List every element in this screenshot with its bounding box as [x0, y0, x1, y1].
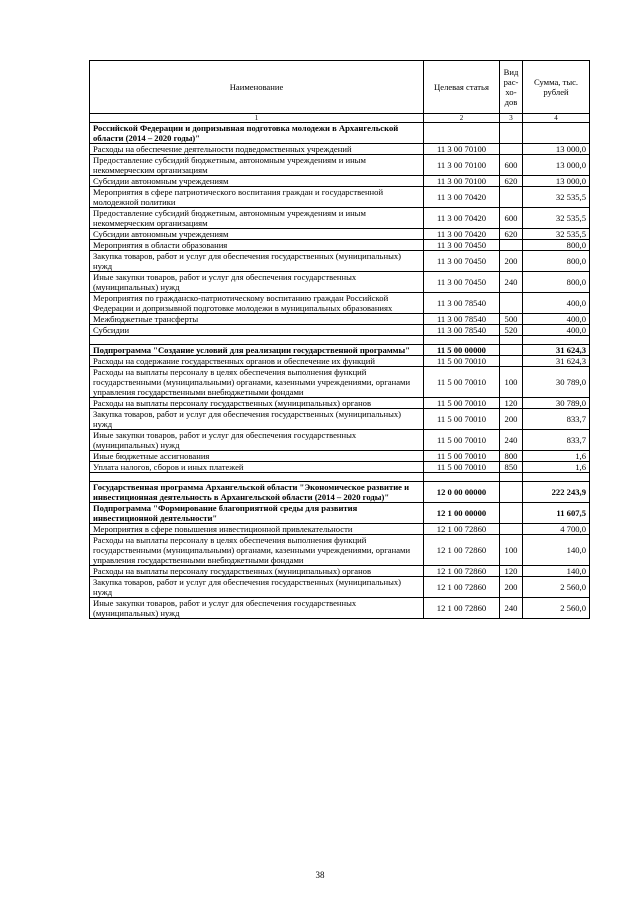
table-row [90, 409, 590, 430]
cell-sum: 400,0 [523, 325, 590, 336]
spacer-cell [500, 336, 523, 345]
cell-name: Предоставление субсидий бюджетным, автономным учреждениям и иным некоммерческим организациям [90, 155, 424, 176]
spacer-cell [90, 473, 424, 482]
cell-code: 11 3 00 70420 [424, 187, 500, 208]
cell-type: 120 [500, 566, 523, 577]
header-row [90, 61, 590, 114]
table-row [90, 524, 590, 535]
spacer-cell [90, 336, 424, 345]
cell-type [500, 482, 523, 503]
cell-sum: 13 000,0 [523, 144, 590, 155]
cell-code: 11 3 00 78540 [424, 293, 500, 314]
cell-sum: 31 624,3 [523, 356, 590, 367]
cell-type [500, 293, 523, 314]
cell-sum: 30 789,0 [523, 398, 590, 409]
cell-name: Уплата налогов, сборов и иных платежей [90, 462, 424, 473]
column-number: 4 [523, 114, 590, 123]
cell-sum: 1,6 [523, 451, 590, 462]
cell-name: Расходы на выплаты персоналу в целях обеспечения выполнения функций государственными (муниципальными) органами, казенными учреждениями, органами управления государственными внебюджетными фондами [90, 367, 424, 398]
cell-name: Мероприятия в области образования [90, 240, 424, 251]
cell-code: 11 3 00 70100 [424, 176, 500, 187]
cell-code: 11 3 00 70420 [424, 208, 500, 229]
cell-code: 11 5 00 70010 [424, 462, 500, 473]
cell-code: 11 5 00 70010 [424, 430, 500, 451]
cell-type [500, 240, 523, 251]
cell-sum: 833,7 [523, 409, 590, 430]
cell-code: 11 3 00 70450 [424, 240, 500, 251]
cell-name: Расходы на выплаты персоналу в целях обеспечения выполнения функций государственными (муниципальными) органами, казенными учреждениями, органами управления государственными внебюджетными фондами [90, 535, 424, 566]
budget-table [89, 60, 590, 619]
cell-sum: 11 607,5 [523, 503, 590, 524]
table-row [90, 229, 590, 240]
table-body [90, 123, 590, 619]
cell-code: 11 5 00 70010 [424, 367, 500, 398]
cell-name: Закупка товаров, работ и услуг для обеспечения государственных (муниципальных) нужд [90, 577, 424, 598]
cell-sum: 31 624,3 [523, 345, 590, 356]
cell-code: 11 5 00 70010 [424, 398, 500, 409]
cell-sum: 400,0 [523, 314, 590, 325]
cell-type: 520 [500, 325, 523, 336]
cell-name: Расходы на выплаты персоналу государственных (муниципальных) органов [90, 566, 424, 577]
cell-code: 11 5 00 70010 [424, 409, 500, 430]
cell-type [500, 144, 523, 155]
table-row [90, 251, 590, 272]
cell-name: Иные закупки товаров, работ и услуг для обеспечения государственных (муниципальных) нужд [90, 598, 424, 619]
cell-code: 11 3 00 78540 [424, 325, 500, 336]
cell-sum: 1,6 [523, 462, 590, 473]
cell-type: 200 [500, 251, 523, 272]
cell-code: 11 3 00 70450 [424, 272, 500, 293]
cell-sum: 222 243,9 [523, 482, 590, 503]
cell-code: 12 0 00 00000 [424, 482, 500, 503]
table-row [90, 325, 590, 336]
table-row [90, 144, 590, 155]
cell-sum: 800,0 [523, 251, 590, 272]
table-row [90, 356, 590, 367]
cell-type: 120 [500, 398, 523, 409]
header-sum: Сумма, тыс. рублей [523, 61, 590, 114]
cell-code: 11 3 00 70100 [424, 144, 500, 155]
cell-code: 11 5 00 70010 [424, 451, 500, 462]
cell-type [500, 356, 523, 367]
cell-name: Субсидии автономным учреждениям [90, 176, 424, 187]
cell-name: Закупка товаров, работ и услуг для обеспечения государственных (муниципальных) нужд [90, 409, 424, 430]
cell-name: Мероприятия по гражданско-патриотическому воспитанию граждан Российской Федерации и допризывной подготовке молодежи в муниципальных образованиях [90, 293, 424, 314]
cell-code: 11 5 00 00000 [424, 345, 500, 356]
cell-type: 620 [500, 176, 523, 187]
cell-name: Межбюджетные трансферты [90, 314, 424, 325]
cell-name: Субсидии автономным учреждениям [90, 229, 424, 240]
cell-type [500, 345, 523, 356]
table-row [90, 398, 590, 409]
cell-sum: 13 000,0 [523, 176, 590, 187]
cell-sum: 140,0 [523, 566, 590, 577]
cell-sum: 4 700,0 [523, 524, 590, 535]
column-number: 3 [500, 114, 523, 123]
cell-sum: 30 789,0 [523, 367, 590, 398]
cell-type: 600 [500, 155, 523, 176]
cell-type [500, 503, 523, 524]
cell-name: Субсидии [90, 325, 424, 336]
table-row [90, 345, 590, 356]
header-type-line: дов [504, 97, 518, 107]
cell-code: 12 1 00 72860 [424, 566, 500, 577]
cell-type: 240 [500, 598, 523, 619]
table-row [90, 187, 590, 208]
cell-code: 11 5 00 70010 [424, 356, 500, 367]
table-row [90, 482, 590, 503]
table-row [90, 577, 590, 598]
table-row [90, 208, 590, 229]
cell-code [424, 123, 500, 144]
table-row [90, 367, 590, 398]
table-row [90, 176, 590, 187]
table-row [90, 272, 590, 293]
cell-name: Закупка товаров, работ и услуг для обеспечения государственных (муниципальных) нужд [90, 251, 424, 272]
header-code: Целевая статья [424, 61, 500, 114]
spacer-cell [523, 473, 590, 482]
table-row [90, 123, 590, 144]
table-row [90, 566, 590, 577]
cell-type: 800 [500, 451, 523, 462]
table-row [90, 430, 590, 451]
column-number: 1 [90, 114, 424, 123]
cell-sum: 32 535,5 [523, 229, 590, 240]
spacer-cell [523, 336, 590, 345]
table-row [90, 155, 590, 176]
column-number-row [90, 114, 590, 123]
cell-sum: 800,0 [523, 272, 590, 293]
cell-name: Иные закупки товаров, работ и услуг для обеспечения государственных (муниципальных) нужд [90, 272, 424, 293]
header-type-line: Вид [503, 67, 519, 77]
table-row [90, 462, 590, 473]
header-type [500, 61, 523, 114]
cell-code: 12 1 00 72860 [424, 598, 500, 619]
cell-code: 12 1 00 72860 [424, 535, 500, 566]
cell-name: Подпрограмма "Формирование благоприятной среды для развития инвестиционной деятельности" [90, 503, 424, 524]
cell-code: 12 1 00 72860 [424, 577, 500, 598]
table-row [90, 314, 590, 325]
cell-type: 240 [500, 272, 523, 293]
cell-type: 600 [500, 208, 523, 229]
cell-sum: 2 560,0 [523, 577, 590, 598]
cell-code: 11 3 00 70420 [424, 229, 500, 240]
cell-type: 200 [500, 409, 523, 430]
cell-sum: 32 535,5 [523, 187, 590, 208]
cell-sum: 32 535,5 [523, 208, 590, 229]
cell-sum: 13 000,0 [523, 155, 590, 176]
cell-type [500, 123, 523, 144]
cell-type [500, 524, 523, 535]
cell-name: Иные бюджетные ассигнования [90, 451, 424, 462]
page-number: 38 [315, 870, 325, 880]
cell-code: 11 3 00 70100 [424, 155, 500, 176]
cell-type: 100 [500, 367, 523, 398]
cell-type [500, 187, 523, 208]
cell-name: Мероприятия в сфере патриотического воспитания граждан и государственной молодежной политики [90, 187, 424, 208]
cell-name: Государственная программа Архангельской области "Экономическое развитие и инвестиционная деятельность в Архангельской области (2014 – 2020 годы)" [90, 482, 424, 503]
cell-name: Мероприятия в сфере повышения инвестиционной привлекательности [90, 524, 424, 535]
table-row [90, 598, 590, 619]
header-name: Наименование [90, 61, 424, 114]
table-row [90, 293, 590, 314]
cell-code: 12 1 00 72860 [424, 524, 500, 535]
cell-type: 100 [500, 535, 523, 566]
cell-code: 11 3 00 78540 [424, 314, 500, 325]
column-number: 2 [424, 114, 500, 123]
cell-name: Расходы на выплаты персоналу государственных (муниципальных) органов [90, 398, 424, 409]
cell-name: Иные закупки товаров, работ и услуг для обеспечения государственных (муниципальных) нужд [90, 430, 424, 451]
cell-sum: 2 560,0 [523, 598, 590, 619]
cell-type: 200 [500, 577, 523, 598]
spacer-cell [500, 473, 523, 482]
cell-sum [523, 123, 590, 144]
cell-sum: 833,7 [523, 430, 590, 451]
cell-name: Российской Федерации и допризывная подготовка молодежи в Архангельской области (2014 – 2020 годы)" [90, 123, 424, 144]
cell-code: 11 3 00 70450 [424, 251, 500, 272]
cell-type: 620 [500, 229, 523, 240]
spacer-row [90, 336, 590, 345]
cell-name: Расходы на обеспечение деятельности подведомственных учреждений [90, 144, 424, 155]
table-row [90, 535, 590, 566]
spacer-row [90, 473, 590, 482]
cell-name: Подпрограмма "Создание условий для реализации государственной программы" [90, 345, 424, 356]
table-row [90, 503, 590, 524]
cell-type: 240 [500, 430, 523, 451]
cell-sum: 140,0 [523, 535, 590, 566]
table-row [90, 451, 590, 462]
cell-name: Расходы на содержание государственных органов и обеспечение их функций [90, 356, 424, 367]
table-row [90, 240, 590, 251]
cell-type: 500 [500, 314, 523, 325]
spacer-cell [424, 473, 500, 482]
cell-sum: 400,0 [523, 293, 590, 314]
cell-code: 12 1 00 00000 [424, 503, 500, 524]
cell-sum: 800,0 [523, 240, 590, 251]
cell-type: 850 [500, 462, 523, 473]
header-type-line: рас- [503, 77, 519, 87]
spacer-cell [424, 336, 500, 345]
cell-name: Предоставление субсидий бюджетным, автономным учреждениям и иным некоммерческим организациям [90, 208, 424, 229]
header-type-line: хо- [505, 87, 517, 97]
